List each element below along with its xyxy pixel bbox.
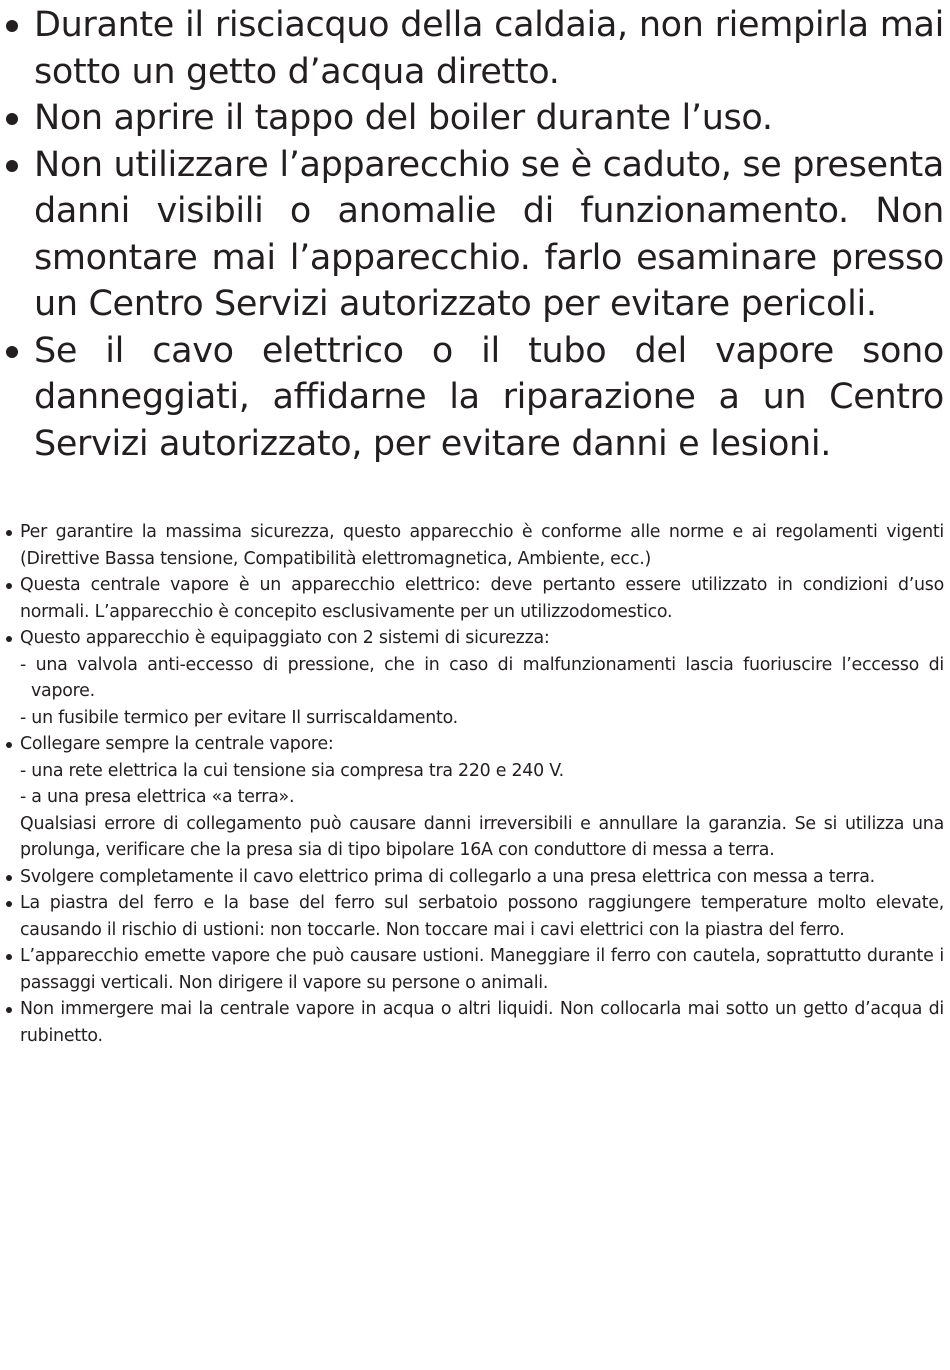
bullet-icon: [6, 954, 12, 960]
small-bullet-item: [6, 943, 944, 996]
small-bullet-item: [6, 864, 944, 891]
document-page: [6, 0, 944, 1049]
large-bullet-item: [6, 95, 944, 142]
large-bullet-item: [6, 2, 944, 95]
small-bullet-item: [6, 519, 944, 572]
bullet-icon: [6, 1007, 12, 1013]
bullet-icon: [6, 113, 18, 125]
bullet-icon: [6, 583, 12, 589]
small-bullet-text: Questa centrale vapore è un apparecchio elettrico: deve pertanto essere utilizzato in condizioni d’uso normali. L’apparecchio è concepito esclusivamente per un utilizzodomestico.: [20, 575, 944, 622]
small-bullet-text: Svolgere completamente il cavo elettrico prima di collegarlo a una presa elettrica con messa a terra.: [20, 866, 875, 887]
sub-bullet-text: - una rete elettrica la cui tensione sia compresa tra 220 e 240 V.: [20, 760, 564, 781]
large-bullet-text: Non aprire il tappo del boiler durante l’uso.: [34, 98, 773, 138]
small-bullet-text: La piastra del ferro e la base del ferro sul serbatoio possono raggiungere temperature molto elevate, causando il rischio di ustioni: non toccarle. Non toccare mai i cavi elettrici con la piastra del ferro.: [20, 893, 944, 940]
sub-bullet-text: - a una presa elettrica «a terra».: [20, 787, 295, 807]
small-bullet-text: Non immergere mai la centrale vapore in acqua o altri liquidi. Non collocarla mai sotto un getto d’acqua di rubinetto.: [20, 999, 944, 1046]
large-safety-list: [6, 2, 944, 467]
sub-bullet-text: - un fusibile termico per evitare Il surriscaldamento.: [20, 707, 458, 728]
small-bullet-item: [6, 625, 944, 731]
bullet-icon: [6, 901, 12, 907]
bullet-icon: [6, 636, 12, 642]
large-bullet-text: Non utilizzare l’apparecchio se è caduto, se presenta danni visibili o anomalie di funzionamento. Non smontare mai l’apparecchio. farlo esaminare presso un Centro Servizi autorizzato per evitare pericoli.: [34, 144, 944, 324]
bullet-icon: [6, 742, 12, 748]
small-bullet-text: Per garantire la massima sicurezza, questo apparecchio è conforme alle norme e ai regolamenti vigenti (Direttive Bassa tensione, Compatibilità elettromagnetica, Ambiente, ecc.): [20, 522, 944, 569]
bullet-icon: [6, 160, 18, 172]
large-bullet-text: Durante il risciacquo della caldaia, non riempirla mai sotto un getto d’acqua diretto.: [34, 5, 944, 92]
small-bullet-text: L’apparecchio emette vapore che può causare ustioni. Maneggiare il ferro con cautela, soprattutto durante i passaggi verticali. Non dirigere il vapore su persone o animali.: [20, 946, 944, 993]
small-bullet-item: [6, 731, 944, 864]
small-bullet-text: Collegare sempre la centrale vapore:: [20, 734, 334, 754]
bullet-icon: [6, 875, 12, 881]
bullet-icon: [6, 346, 18, 358]
large-bullet-item: [6, 328, 944, 468]
small-bullet-item: [6, 890, 944, 943]
large-bullet-item: [6, 142, 944, 328]
sub-bullet-text: - una valvola anti-eccesso di pressione, che in caso di malfunzionamenti lascia fuoriuscire l’eccesso di vapore.: [20, 654, 944, 701]
small-bullet-item: [6, 996, 944, 1049]
small-bullet-item: [6, 572, 944, 625]
bullet-icon: [6, 530, 12, 536]
large-bullet-text: Se il cavo elettrico o il tubo del vapore sono danneggiati, affidarne la riparazione a un Centro Servizi autorizzato, per evitare danni e lesioni.: [34, 330, 944, 464]
bullet-icon: [6, 20, 18, 32]
small-safety-list: [6, 519, 944, 1049]
connection-warning-note: Qualsiasi errore di collegamento può causare danni irreversibili e annullare la garanzia. Se si utilizza una prolunga, verificare che la presa sia di tipo bipolare 16A con conduttore di messa a terra.: [20, 813, 944, 860]
small-bullet-text: Questo apparecchio è equipaggiato con 2 sistemi di sicurezza:: [20, 628, 550, 648]
